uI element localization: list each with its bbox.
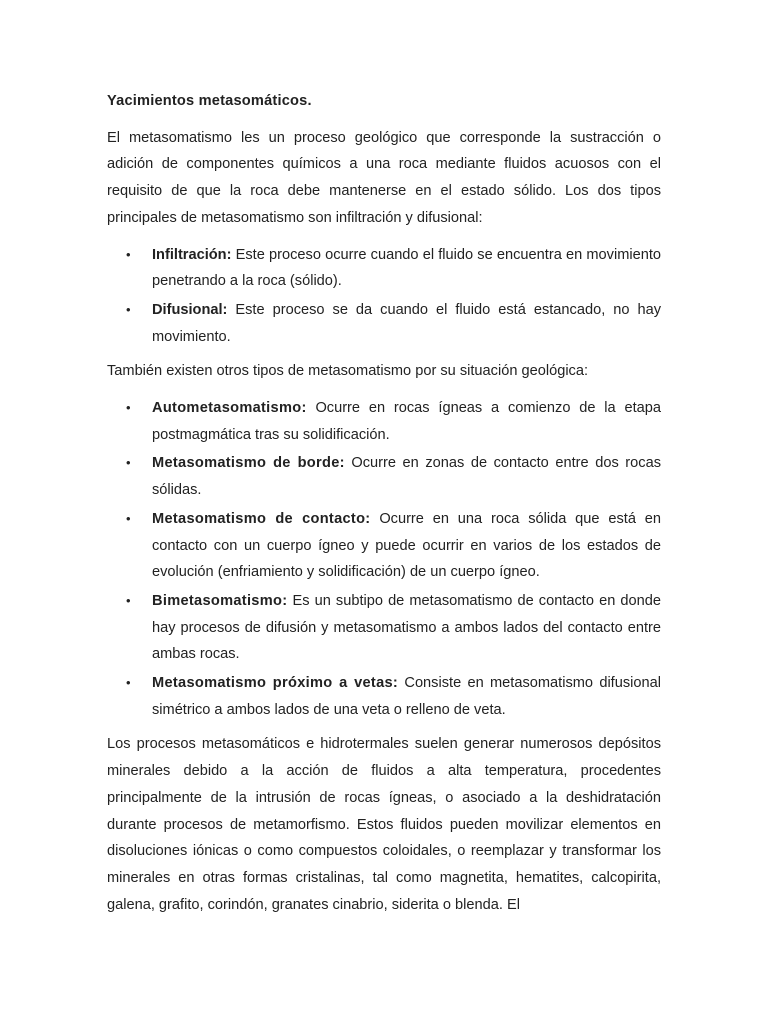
other-types-list [107, 395, 661, 723]
list-item-term: Autometasomatismo: [152, 400, 307, 417]
other-types-intro: También existen otros tipos de metasomatismo por su situación geológica: [107, 363, 589, 380]
bullet-icon: • [126, 510, 131, 526]
list-item [107, 588, 661, 668]
list-item-term: Infiltración: [152, 246, 232, 263]
main-types-list [107, 242, 661, 351]
list-item [107, 506, 661, 586]
list-item-text: Este proceso se da cuando el fluido está estancado, no hay movimiento. [152, 301, 661, 345]
list-item-text: Ocurre en una roca sólida que está en contacto con un cuerpo ígneo y puede ocurrir en varios de los estados de evolución (enfriamiento y solidificación) de un cuerpo ígneo. [152, 510, 661, 581]
list-item-text: Este proceso ocurre cuando el fluido se encuentra en movimiento penetrando a la roca (sólido). [152, 246, 661, 290]
bullet-icon: • [126, 301, 131, 317]
intro-paragraph: El metasomatismo les un proceso geológico que corresponde la sustracción o adición de componentes químicos a una roca mediante fluidos acuosos con el requisito de que la roca debe mantenerse en el estado sólido. Los dos tipos principales de metasomatismo son infiltración y difusional: [107, 129, 661, 226]
list-item-term: Metasomatismo próximo a vetas: [152, 675, 399, 692]
list-item-text: Es un subtipo de metasomatismo de contacto en donde hay procesos de difusión y metasomatismo a ambos lados del contacto entre ambas rocas. [152, 592, 661, 663]
bullet-icon: • [126, 675, 131, 691]
bullet-icon: • [126, 592, 131, 608]
list-item [107, 670, 661, 723]
list-item [107, 242, 661, 295]
list-item-text: Ocurre en zonas de contacto entre dos rocas sólidas. [152, 455, 661, 499]
list-item-term: Bimetasomatismo: [152, 592, 288, 609]
bullet-icon: • [126, 400, 131, 416]
closing-paragraph: Los procesos metasomáticos e hidrotermales suelen generar numerosos depósitos minerales debido a la acción de fluidos a alta temperatura, procedentes principalmente de la intrusión de rocas ígneas, o asociado a la deshidratación durante procesos de metamorfismo. Estos fluidos pueden movilizar elementos en disoluciones iónicas o como compuestos coloidales, o reemplazar y transformar los minerales en otras formas cristalinas, tal como magnetita, hematites, calcopirita, galena, grafito, corindón, granates cinabrio, siderita o blenda. El [107, 736, 661, 913]
list-item-text: Consiste en metasomatismo difusional simétrico a ambos lados de una veta o relleno de veta. [152, 675, 661, 718]
document-title: Yacimientos metasomáticos. [107, 93, 312, 109]
list-item-text: Ocurre en rocas ígneas a comienzo de la etapa postmagmática tras su solidificación. [152, 400, 661, 443]
list-item [107, 450, 661, 503]
bullet-icon: • [126, 455, 131, 471]
list-item [107, 395, 661, 448]
list-item-term: Metasomatismo de borde: [152, 455, 345, 472]
bullet-icon: • [126, 246, 131, 262]
list-item-term: Metasomatismo de contacto: [152, 510, 371, 527]
list-item-term: Difusional: [152, 301, 228, 318]
list-item [107, 297, 661, 350]
document-page [107, 88, 661, 928]
